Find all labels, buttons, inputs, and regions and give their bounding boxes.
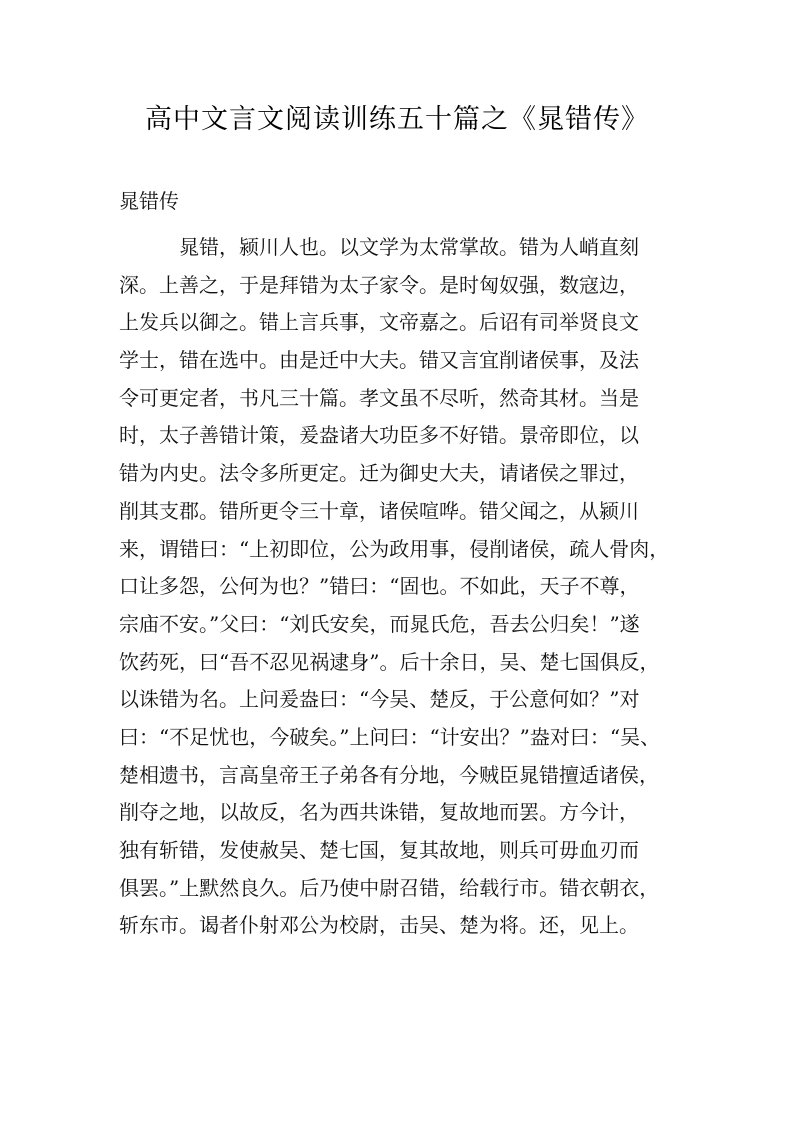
- text-line: 上发兵以御之。错上言兵事，文帝嘉之。后诏有司举贤良文: [119, 310, 639, 335]
- body-text: [119, 229, 679, 945]
- text-line: 削其支郡。错所更令三十章，诸侯喧哗。错父闻之，从颍川: [119, 498, 639, 523]
- text-line: 独有斩错，发使赦吴、楚七国，复其故地，则兵可毋血刃而: [119, 838, 639, 862]
- text-line: 宗庙不安。”父曰：“刘氏安矣，而晁氏危，吾去公归矣！”遂: [119, 611, 640, 636]
- text-line: 深。上善之，于是拜错为太子家令。是时匈奴强，数寇边，: [119, 272, 639, 297]
- text-line: 斩东市。谒者仆射邓公为校尉，击吴、楚为将。还，见上。: [119, 913, 639, 938]
- text-line: 以诛错为名。上问爰盎曰：“今吴、楚反，于公意何如？”对: [119, 687, 640, 712]
- text-line: 来，谓错曰：“上初即位，公为政用事，侵削诸侯，疏人骨肉，: [119, 536, 670, 561]
- text-line: 晁错，颍川人也。以文学为太常掌故。错为人峭直刻: [179, 235, 639, 259]
- text-line: 口让多怨，公何为也？”错曰：“固也。不如此，天子不尊，: [119, 574, 640, 599]
- document-title: 高中文言文阅读训练五十篇之《晁错传》: [145, 104, 649, 135]
- text-line: 俱罢。”上默然良久。后乃使中尉召错，给载行市。错衣朝衣，: [119, 875, 660, 900]
- text-line: 饮药死，曰“吾不忍见祸逮身”。后十余日，吴、楚七国俱反，: [119, 649, 660, 674]
- text-line: 学士，错在选中。由是迁中大夫。错又言宜削诸侯事，及法: [119, 348, 639, 373]
- text-line: 楚相遗书，言高皇帝王子弟各有分地，今贼臣晁错擅适诸侯，: [119, 762, 659, 787]
- text-line: 时，太子善错计策，爰盎诸大功臣多不好错。景帝即位，以: [119, 423, 639, 448]
- text-line: 错为内史。法令多所更定。迁为御史大夫，请诸侯之罪过，: [119, 461, 639, 486]
- text-line: 曰：“不足忧也，今破矣。”上问曰：“计安出？”盎对曰：“吴、: [119, 724, 661, 749]
- text-line: 令可更定者，书凡三十篇。孝文虽不尽听，然奇其材。当是: [119, 385, 639, 410]
- text-line: 削夺之地，以故反，名为西共诛错，复故地而罢。方今计，: [119, 800, 639, 825]
- section-heading: 晁错传: [119, 189, 179, 213]
